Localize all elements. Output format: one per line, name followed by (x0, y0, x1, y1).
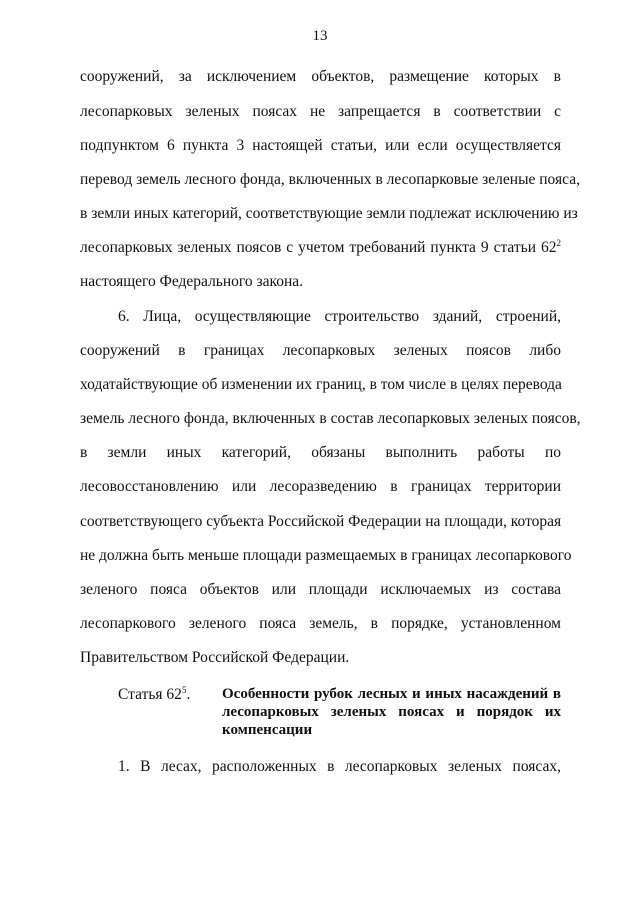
text-line: в земли иных категорий, соответствующие земли подлежат исключению из (80, 205, 578, 222)
article-title (222, 685, 561, 739)
text-segment: лесопарковых зеленых поясов с учетом требований пункта 9 статьи 62 (80, 239, 557, 256)
text-line: сооружений в границах лесопарковых зеленых поясов либо (80, 342, 561, 359)
text-segment: . (186, 686, 191, 703)
text-line: настоящего Федерального закона. (80, 273, 304, 290)
text-line: зеленого пояса объектов или площади исключаемых из состава (80, 581, 561, 598)
text-line: не должна быть меньше площади размещаемых в границах лесопаркового (80, 547, 572, 564)
superscript: 2 (556, 237, 561, 248)
article-title-line: компенсации (222, 722, 313, 738)
superscript: 5 (181, 684, 187, 695)
text-line: 6. Лица, осуществляющие строительство зданий, строений, (118, 308, 561, 325)
article-title-line: Особенности рубок лесных и иных насаждений в (222, 686, 561, 702)
text-segment: Статья 62 (118, 686, 182, 703)
text-line: сооружений, за исключением объектов, размещение которых в (80, 68, 561, 85)
text-line: соответствующего субъекта Российской Федерации на площади, которая (80, 513, 562, 530)
text-line: лесовосстановлению или лесоразведению в границах территории (80, 478, 561, 495)
text-line: перевод земель лесного фонда, включенных в лесопарковые зеленые пояса, (80, 171, 580, 188)
article-heading (118, 684, 561, 738)
page-number: 13 (312, 28, 328, 44)
text-line: ходатайствующие об изменении их границ, в том числе в целях перевода (80, 376, 562, 393)
text-line: Правительством Российской Федерации. (80, 649, 350, 666)
text-line: 1. В лесах, расположенных в лесопарковых зеленых поясах, (118, 758, 561, 775)
article-label (118, 685, 190, 705)
text-line: лесопарковых зеленых поясах не запрещается в соответствии с (80, 103, 561, 120)
text-line: подпунктом 6 пункта 3 настоящей статьи, или если осуществляется (80, 137, 561, 154)
article-title-line: лесопарковых зеленых поясах и порядок их (222, 704, 561, 720)
text-line: земель лесного фонда, включенных в состав лесопарковых зеленых поясов, (80, 410, 581, 427)
text-line: лесопаркового зеленого пояса земель, в порядке, установленном (80, 615, 561, 632)
text-line-with-superscript (80, 238, 561, 258)
text-line: в земли иных категорий, обязаны выполнить работы по (80, 444, 561, 461)
